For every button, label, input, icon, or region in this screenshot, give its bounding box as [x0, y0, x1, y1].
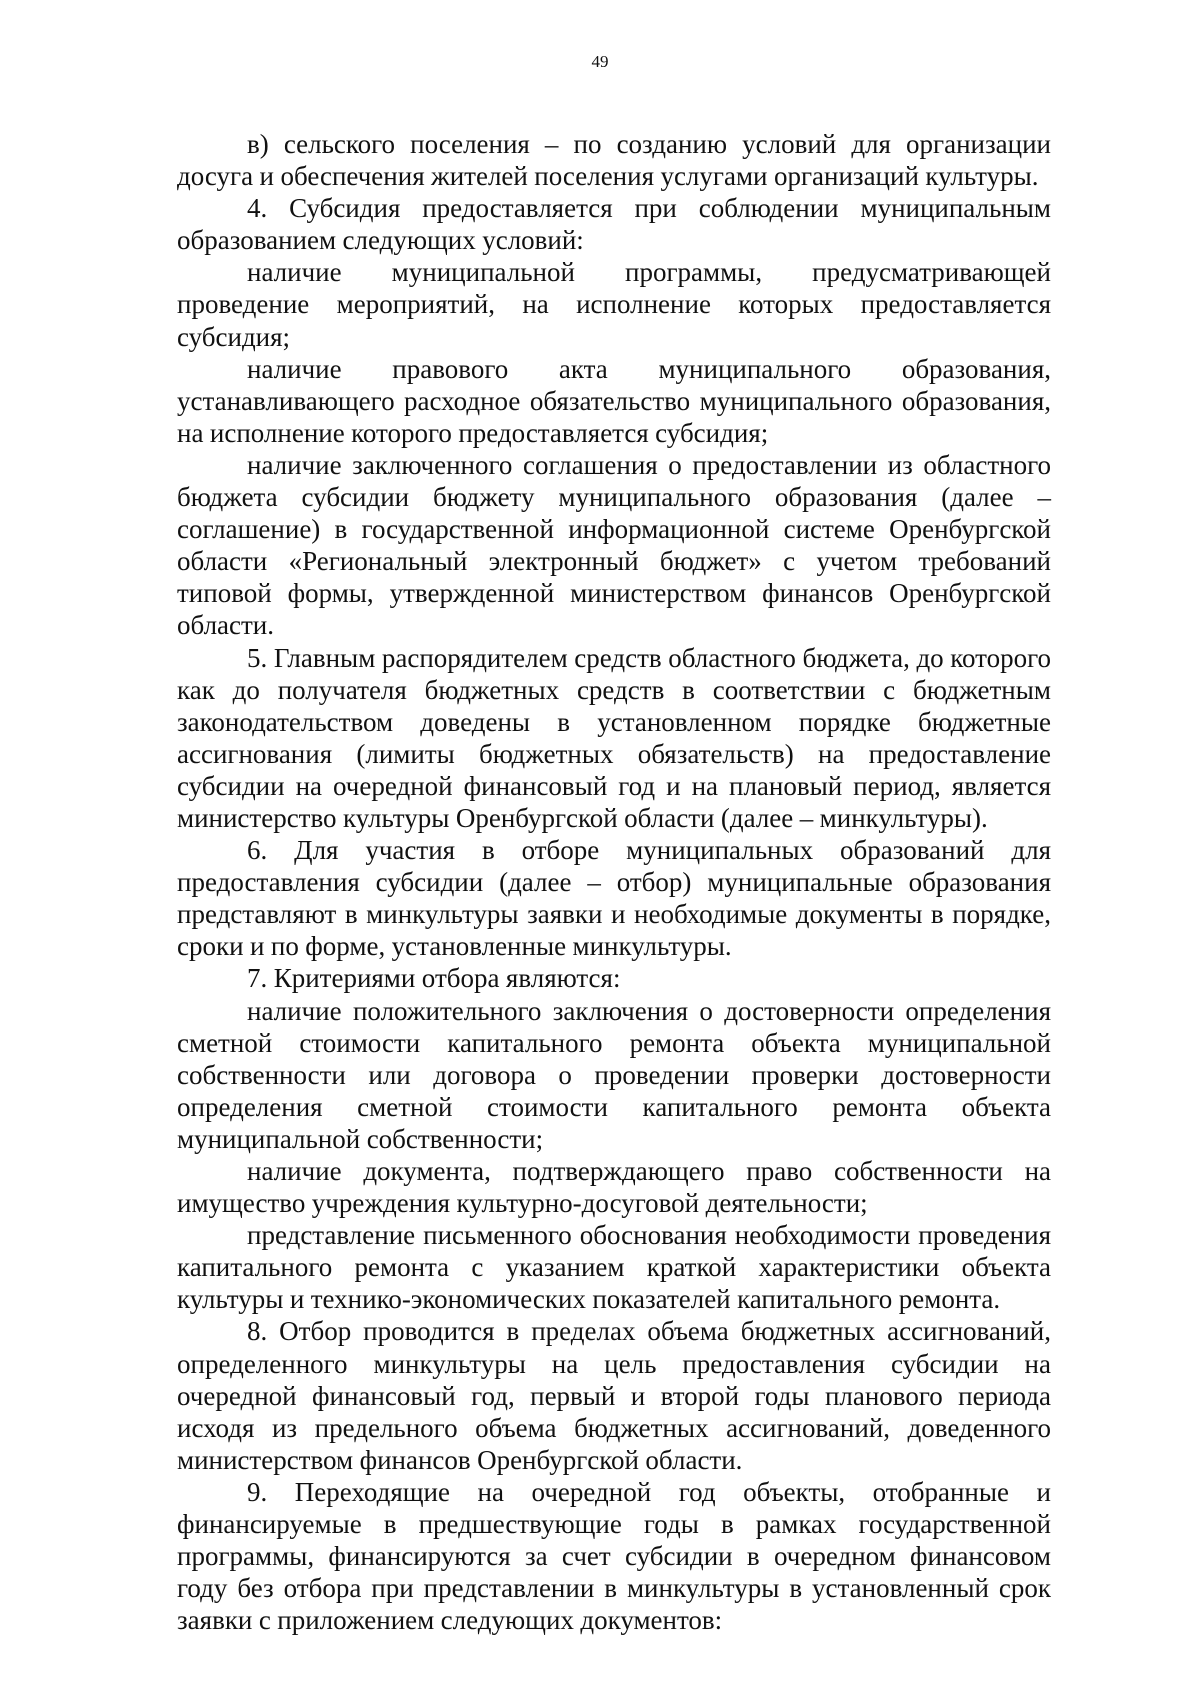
paragraph-4-subsidy-conditions: 4. Субсидия предоставляется при соблюдении муниципальным образованием следующих условий:: [177, 193, 1051, 256]
paragraph-criterion-ownership-document: наличие документа, подтверждающего право собственности на имущество учреждения культурно-досуговой деятельности;: [177, 1156, 1051, 1219]
paragraph-7-selection-criteria: 7. Критериями отбора являются:: [247, 963, 621, 994]
paragraph-criterion-cost-conclusion: наличие положительного заключения о достоверности определения сметной стоимости капитального ремонта объекта муниципальной собственности или договора о проведении проверки достоверности определения сметной стоимости капитального ремонта объекта муниципальной собственности;: [177, 995, 1051, 1154]
paragraph-condition-legal-act: наличие правового акта муниципального образования, устанавливающего расходное обязательство муниципального образования, на исполнение которого предоставляется субсидия;: [177, 353, 1051, 448]
document-body: [177, 128, 1051, 1636]
paragraph-8-selection-limits: 8. Отбор проводится в пределах объема бюджетных ассигнований, определенного минкультуры на цель предоставления субсидии на очередной финансовый год, первый и второй годы планового периода исходя из предельного объема бюджетных ассигнований, доведенного министерством финансов Оренбургской области.: [177, 1316, 1051, 1475]
paragraph-condition-municipal-program: наличие муниципальной программы, предусматривающей проведение мероприятий, на исполнение которых предоставляется субсидия;: [177, 257, 1051, 352]
paragraph-9-carryover-objects: 9. Переходящие на очередной год объекты, отобранные и финансируемые в предшествующие годы в рамках государственной программы, финансируются за счет субсидии в очередном финансовом году без отбора при представлении в минкультуры в установленный срок заявки с приложением следующих документов:: [177, 1476, 1051, 1636]
paragraph-criterion-written-justification: представление письменного обоснования необходимости проведения капитального ремонта с указанием краткой характеристики объекта культуры и технико-экономических показателей капитального ремонта.: [177, 1220, 1051, 1315]
paragraph-condition-agreement: наличие заключенного соглашения о предоставлении из областного бюджета субсидии бюджету муниципального образования (далее – соглашение) в государственной информационной системе Оренбургской области «Региональный электронный бюджет» с учетом требований типовой формы, утвержденной министерством финансов Оренбургской области.: [177, 449, 1051, 641]
paragraph-5-chief-administrator: 5. Главным распорядителем средств областного бюджета, до которого как до получателя бюджетных средств в соответствии с бюджетным законодательством доведены в установленном порядке бюджетные ассигнования (лимиты бюджетных обязательств) на предоставление субсидии на очередной финансовый год и на плановый период, является министерство культуры Оренбургской области (далее – минкультуры).: [177, 642, 1051, 833]
paragraph-subsidy-rural-settlement: в) сельского поселения – по созданию условий для организации досуга и обеспечения жителей поселения услугами организаций культуры.: [177, 129, 1051, 192]
page-number: 49: [591, 52, 609, 71]
paragraph-6-selection-participation: 6. Для участия в отборе муниципальных образований для предоставления субсидии (далее – отбор) муниципальные образования представляют в минкультуры заявки и необходимые документы в порядке, сроки и по форме, установленные минкультуры.: [177, 835, 1051, 962]
